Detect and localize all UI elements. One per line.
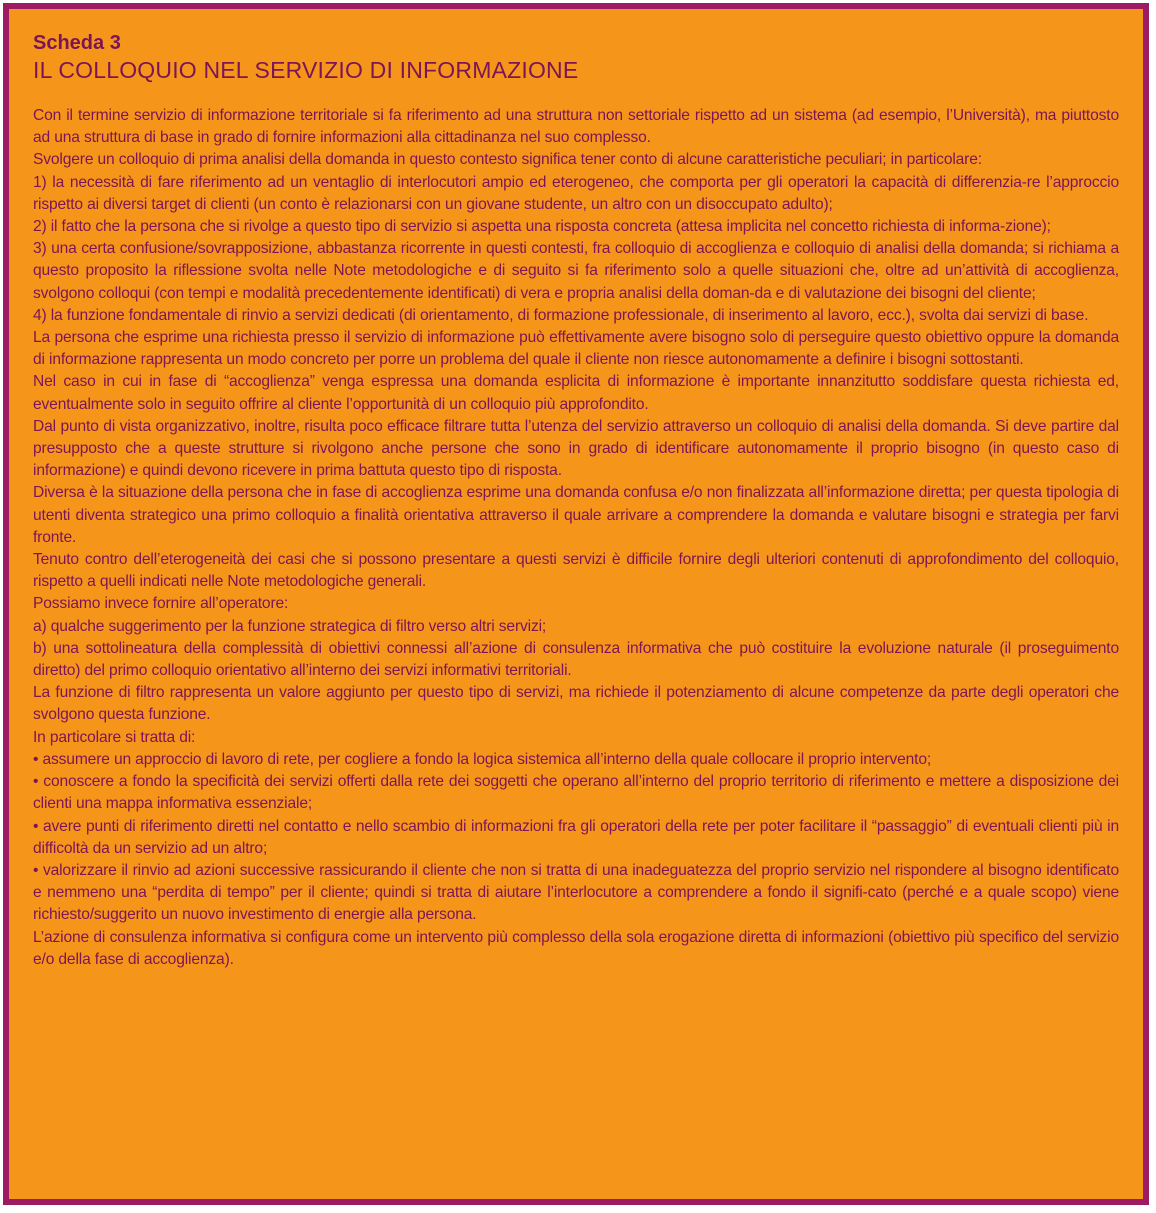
paragraph: 3) una certa confusione/sovrapposizione, abbastanza ricorrente in questi contesti, fra colloquio di accoglienza e colloquio di analisi della domanda; si richiama a questo proposito la riflessione svolta nelle Note metodologiche e di seguito si fa riferimento solo a quelle situazioni che, oltre ad un’attività di accoglienza, svolgono colloqui (con tempi e modalità precedentemente identificati) di vera e propria analisi della doman-da e di valutazione dei bisogni del cliente; [33, 240, 1119, 302]
paragraph: 2) il fatto che la persona che si rivolge a questo tipo di servizio si aspetta una risposta concreta (attesa implicita nel concetto richiesta di informa-zione); [33, 218, 1051, 236]
paragraph: L’azione di consulenza informativa si configura come un intervento più complesso della sola erogazione diretta di informazioni (obiettivo più specifico del servizio e/o della fase di accoglienza). [33, 928, 1119, 968]
paragraph: Con il termine servizio di informazione territoriale si fa riferimento ad una struttura non settoriale rispetto ad un sistema (ad esempio, l’Università), ma piuttosto ad una struttura di base in grado di fornire informazioni alla cittadinanza nel suo complesso. [33, 107, 1119, 147]
list-item: b) una sottolineatura della complessità di obiettivi connessi all’azione di consulenza informativa che può costituire la evoluzione naturale (il proseguimento diretto) del primo colloquio orientativo all’interno dei servizi informativi territoriali. [33, 639, 1119, 680]
card-label: Scheda 3 [33, 32, 121, 54]
paragraph: In particolare si tratta di: [33, 728, 196, 746]
paragraph: 4) la funzione fondamentale di rinvio a servizi dedicati (di orientamento, di formazione professionale, di inserimento al lavoro, ecc.), svolta dai servizi di base. [33, 306, 1089, 324]
paragraph: Svolgere un colloquio di prima analisi della domanda in questo contesto significa tener conto di alcune caratteristiche peculiari; in particolare: [33, 151, 982, 169]
paragraph: Tenuto contro dell’eterogeneità dei casi che si possono presentare a questi servizi è difficile fornire degli ulteriori contenuti di approfondimento del colloquio, rispetto a quelli indicati nelle Note metodologiche generali. [33, 551, 1119, 591]
bullet-item: • assumere un approccio di lavoro di rete, per cogliere a fondo la logica sistemica all’interno della quale collocare il proprio intervento; [33, 750, 932, 768]
card-title: IL COLLOQUIO NEL SERVIZIO DI INFORMAZIONE [33, 57, 579, 83]
card-body [33, 105, 1119, 971]
paragraph: Nel caso in cui in fase di “accoglienza” venga espressa una domanda esplicita di informazione è importante innanzitutto soddisfare questa richiesta ed, eventualmente solo in seguito offrire al cliente l’opportunità di un colloquio più approfondito. [33, 373, 1119, 413]
paragraph: Diversa è la situazione della persona che in fase di accoglienza esprime una domanda confusa e/o non finalizzata all’informazione diretta; per questa tipologia di utenti diventa strategico una primo colloquio a finalità orientativa attraverso il quale arrivare a comprendere la domanda e valutare bisogni e strategia per farvi fronte. [33, 484, 1119, 546]
bullet-item: • avere punti di riferimento diretti nel contatto e nello scambio di informazioni fra gli operatori della rete per poter facilitare il “passaggio” di eventuali clienti più in difficoltà da un servizio ad un altro; [33, 817, 1119, 857]
list-item: a) qualche suggerimento per la funzione strategica di filtro verso altri servizi; [33, 617, 547, 635]
bullet-item: • conoscere a fondo la specificità dei servizi offerti dalla rete dei soggetti che operano all’interno del proprio territorio di riferimento e mettere a disposizione dei clienti una mappa informativa essenziale; [33, 773, 1119, 813]
paragraph: Possiamo invece fornire all’operatore: [33, 595, 289, 613]
paragraph: 1) la necessità di fare riferimento ad un ventaglio di interlocutori ampio ed eterogeneo, che comporta per gli operatori la capacità di differenzia-re l’approccio rispetto ai diversi target di clienti (un conto è relazionarsi con un giovane studente, un altro con un disoccupato adulto); [33, 173, 1119, 213]
paragraph: La persona che esprime una richiesta presso il servizio di informazione può effettivamente avere bisogno solo di perseguire questo obiettivo oppure la domanda di informazione rappresenta un modo concreto per porre un problema del quale il cliente non riesce autonomamente a definire i bisogni sottostanti. [33, 329, 1119, 369]
paragraph: Dal punto di vista organizzativo, inoltre, risulta poco efficace filtrare tutta l’utenza del servizio attraverso un colloquio di analisi della domanda. Si deve partire dal presupposto che a queste strutture si rivolgono anche persone che sono in grado di identificare autonomamente il proprio bisogno (in questo caso di informazione) e quindi devono ricevere in prima battuta questo tipo di risposta. [33, 417, 1119, 480]
bullet-item: • valorizzare il rinvio ad azioni successive rassicurando il cliente che non si tratta di una inadeguatezza del proprio servizio nel rispondere al bisogno identificato e nemmeno una “perdita di tempo” per il cliente; quindi si tratta di aiutare l’interlocutore a comprendere a fondo il signifi-cato (perché e a quale scopo) viene richiesto/suggerito un nuovo investimento di energie alla persona. [33, 861, 1119, 924]
info-card [3, 3, 1149, 1205]
paragraph: La funzione di filtro rappresenta un valore aggiunto per questo tipo di servizi, ma richiede il potenziamento di alcune competenze da parte degli operatori che svolgono questa funzione. [33, 684, 1119, 724]
